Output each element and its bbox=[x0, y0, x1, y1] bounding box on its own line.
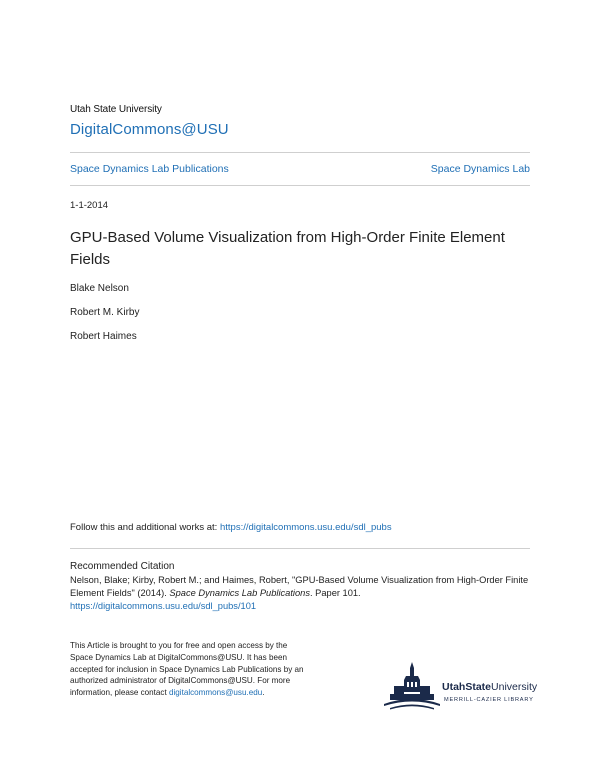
collection-link-lab[interactable]: Space Dynamics Lab bbox=[430, 163, 530, 175]
top-divider bbox=[70, 152, 530, 153]
author-1: Blake Nelson bbox=[70, 283, 129, 294]
logo-regular: University bbox=[491, 681, 538, 693]
nav-divider bbox=[70, 185, 530, 186]
contact-email-link[interactable]: digitalcommons@usu.edu bbox=[168, 688, 263, 698]
access-notice bbox=[70, 640, 310, 699]
article-title: GPU-Based Volume Visualization from High-Order Finite Element Fields bbox=[70, 229, 505, 268]
follow-line bbox=[70, 522, 392, 533]
logo-wordmark bbox=[442, 681, 538, 693]
author-3: Robert Haimes bbox=[70, 331, 137, 342]
logo-bold: UtahState bbox=[442, 681, 492, 693]
collection-link-publications[interactable]: Space Dynamics Lab Publications bbox=[70, 163, 229, 175]
citation-divider bbox=[70, 548, 530, 549]
citation-heading: Recommended Citation bbox=[70, 561, 175, 572]
university-name: Utah State University bbox=[70, 104, 162, 115]
citation-body bbox=[70, 574, 540, 613]
notice-text: This Article is brought to you for free and open access by the Space Dynamics Lab at DigitalCommons@USU. It has been accepted for inclusion in Space Dynamics Lab Publications by an authorized administrator of DigitalCommons@USU. For more information, please contact bbox=[70, 641, 304, 698]
publication-date: 1-1-2014 bbox=[70, 200, 109, 211]
citation-paper: . Paper 101. bbox=[309, 588, 361, 598]
citation-text: Nelson, Blake; Kirby, Robert M.; and Haimes, Robert, "GPU-Based Volume Visualization from High-Order Finite Element Fields" (2014). bbox=[70, 575, 529, 598]
usu-library-logo bbox=[380, 660, 540, 714]
follow-url-link[interactable]: https://digitalcommons.usu.edu/sdl_pubs bbox=[219, 522, 392, 533]
follow-text: Follow this and additional works at: bbox=[70, 522, 220, 533]
notice-end: . bbox=[262, 688, 265, 698]
citation-journal: Space Dynamics Lab Publications bbox=[169, 588, 310, 598]
citation-url-link[interactable]: https://digitalcommons.usu.edu/sdl_pubs/101 bbox=[70, 601, 257, 611]
repository-link[interactable]: DigitalCommons@USU bbox=[70, 121, 229, 138]
logo-subline: MERRILL-CAZIER LIBRARY bbox=[444, 697, 534, 703]
author-2: Robert M. Kirby bbox=[70, 307, 140, 318]
